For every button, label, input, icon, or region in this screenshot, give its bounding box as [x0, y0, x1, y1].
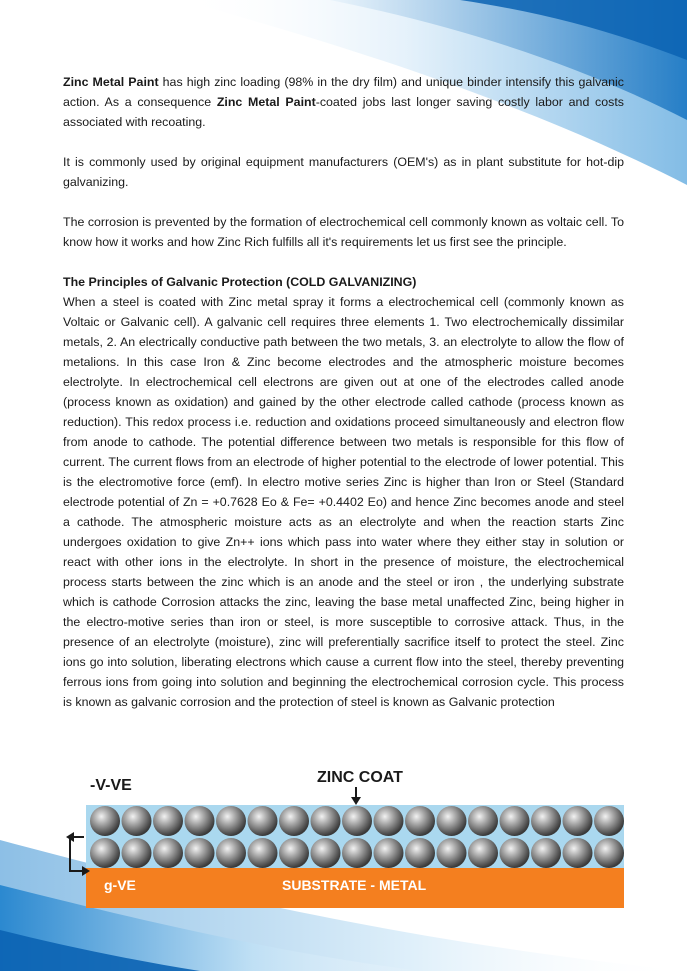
- zinc-particle: [374, 838, 404, 868]
- zinc-particle: [405, 838, 435, 868]
- galvanic-diagram: [60, 765, 630, 915]
- zinc-coat-arrow: [351, 787, 361, 805]
- zinc-particle: [216, 838, 246, 868]
- zinc-particle: [594, 838, 624, 868]
- zinc-particle: [248, 838, 278, 868]
- zinc-particle: [500, 806, 530, 836]
- substrate-label: SUBSTRATE - METAL: [282, 877, 427, 893]
- document-body: [63, 72, 624, 712]
- paragraph-zinc-metal-paint: Zinc Metal Paint has high zinc loading (98% in the dry film) and unique binder intensify this galvanic action. As a consequence Zinc Metal Paint-coated jobs last longer saving costly labor and costs associated with recoating.: [63, 75, 624, 129]
- zinc-particle: [405, 806, 435, 836]
- zinc-particle: [185, 838, 215, 868]
- zinc-particle: [248, 806, 278, 836]
- product-name-bold: Zinc Metal Paint: [216, 95, 316, 109]
- zinc-particle: [531, 838, 561, 868]
- zinc-particle: [153, 838, 183, 868]
- zinc-particle: [311, 838, 341, 868]
- zinc-particle: [153, 806, 183, 836]
- zinc-particle: [594, 806, 624, 836]
- product-name-bold: Zinc Metal Paint: [63, 75, 159, 89]
- zinc-particle: [374, 806, 404, 836]
- zinc-particle: [279, 838, 309, 868]
- zinc-particle: [311, 806, 341, 836]
- paragraph-galvanic-principles: When a steel is coated with Zinc metal spray it forms a electrochemical cell (commonly known as Voltaic or Galvanic cell). A galvanic cell requires three elements 1. Two electrochemically dissimilar metals, 2. An electrically conductive path between the two metals, 3. an electrolyte to allow the flow of metalions. In this case Iron & Zinc become electrodes and the atmospheric moisture becomes electrolyte. In electrochemical cell electrons are given out at one of the electrodes called anode (process known as oxidation) and gained by the other electrode called cathode (process known as reduction). This redox process i.e. reduction and oxidations proceed simultaneously and electron flow from anode to cathode. The potential difference between two metals is responsible for this flow of current. The current flows from an electrode of higher potential to the electrode of lower potential. This is the electromotive force (emf). In electro motive series Zinc is higher than Iron or Steel (Standard electrode potential of Zn = +0.7628 Eo & Fe= +0.4402 Eo) and hence Zinc becomes anode and steel a cathode. The atmospheric moisture acts as an electrolyte and when the reaction starts Zinc undergoes oxidation to give Zn++ ions which pass into water where they either stay in solution or react with other ions in the electrolyte. In short in the presence of moisture, the electrochemical process starts between the zinc which is an anode and the steel or iron , the underlying substrate which is cathode Corrosion attacks the zinc, leaving the base metal unaffected Zinc, being higher in the electro-motive series than iron or steel, is more susceptible to corrosive attack. Thus, in the presence of an electrolyte (moisture), zinc will preferentially sacrifice itself to protect the steel. Zinc ions go into solution, liberating electrons which cause a current flow into the steel, thereby preventing ferrous ions from going into solution and beginning the electrochemical corrosion cycle. This process is known as galvanic corrosion and the protection of steel is known as Galvanic protection: [63, 295, 624, 709]
- zinc-particle: [468, 838, 498, 868]
- zinc-particle: [563, 838, 593, 868]
- negative-voltage-label: -V-VE: [90, 777, 132, 794]
- zinc-particle: [531, 806, 561, 836]
- zinc-particle: [185, 806, 215, 836]
- zinc-particle: [122, 806, 152, 836]
- zinc-particle: [437, 838, 467, 868]
- zinc-particle: [563, 806, 593, 836]
- zinc-particle: [90, 806, 120, 836]
- zinc-coat-label: ZINC COAT: [317, 769, 403, 786]
- zinc-particle: [437, 806, 467, 836]
- section-heading: The Principles of Galvanic Protection (COLD GALVANIZING): [63, 275, 417, 289]
- zinc-particle: [122, 838, 152, 868]
- ground-negative-label: g-VE: [104, 877, 136, 893]
- zinc-particle: [342, 806, 372, 836]
- paragraph-oem: It is commonly used by original equipment manufacturers (OEM's) as in plant substitute for hot-dip galvanizing.: [63, 155, 624, 189]
- zinc-particle: [90, 838, 120, 868]
- zinc-particle: [468, 806, 498, 836]
- paragraph-voltaic-cell: The corrosion is prevented by the formation of electrochemical cell commonly known as voltaic cell. To know how it works and how Zinc Rich fulfills all it's requirements let us first see the principle.: [63, 215, 624, 249]
- zinc-particle: [279, 806, 309, 836]
- zinc-particle: [500, 838, 530, 868]
- zinc-particle: [342, 838, 372, 868]
- zinc-particle: [216, 806, 246, 836]
